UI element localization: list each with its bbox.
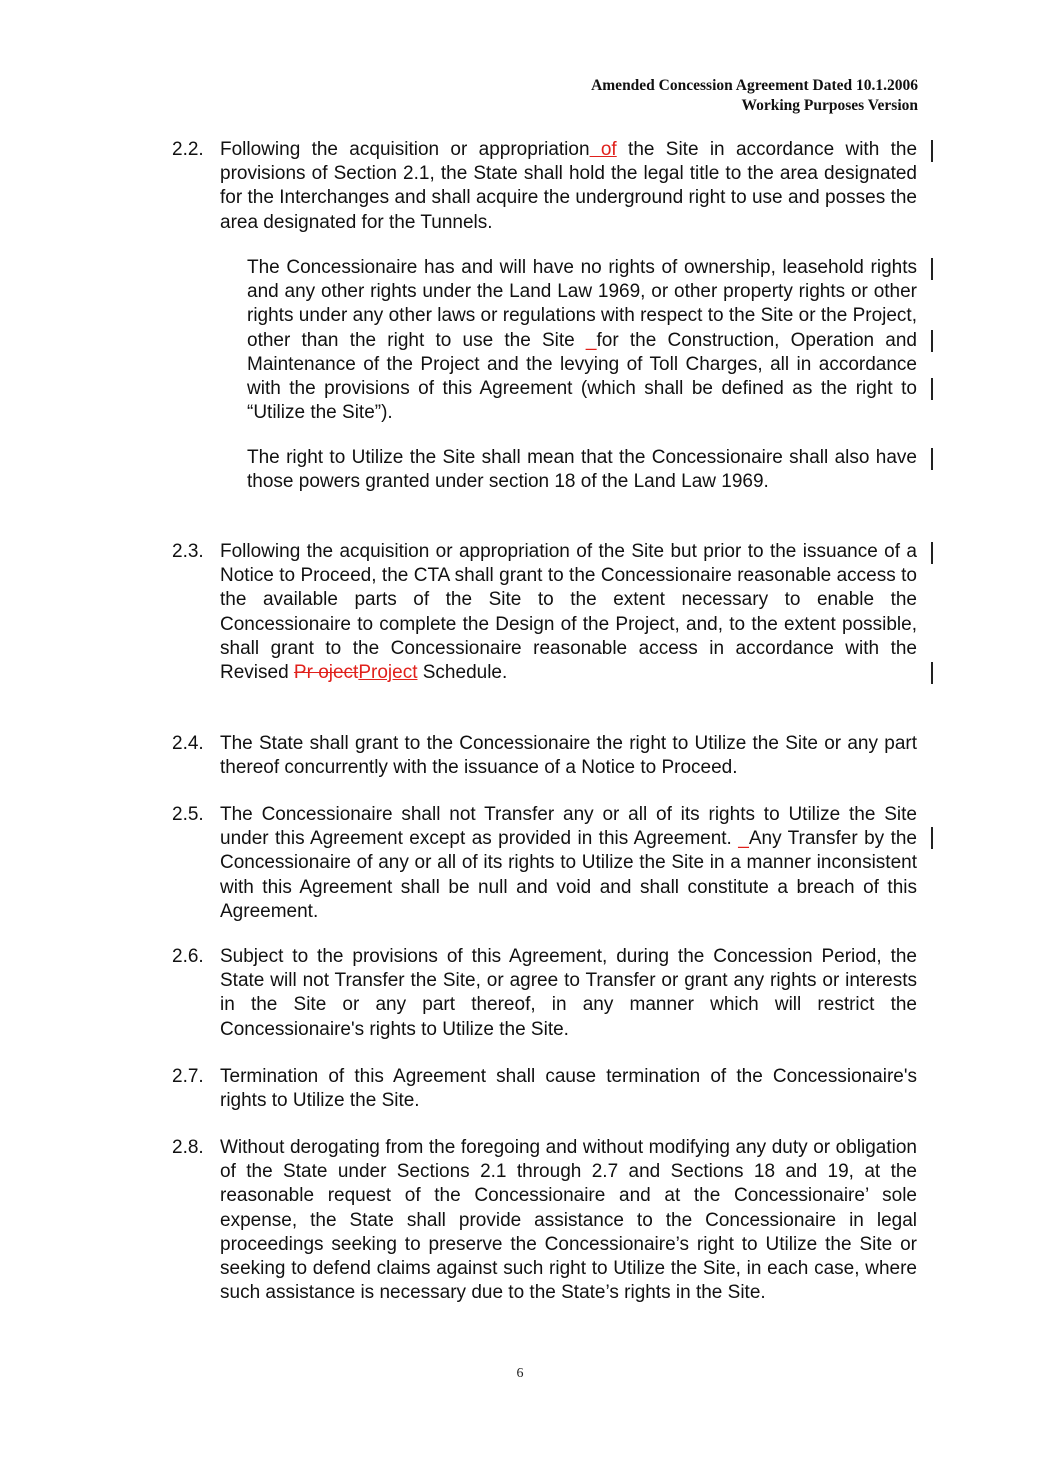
page-header (591, 76, 918, 116)
section-text: Following the acquisition or appropriation of the Site but prior to the issuance of a Notice to Proceed, the CTA shall grant to the Concessionaire reasonable access to the available parts of the Site to the extent necessary to enable the Concessionaire to complete the Design of the Project, and, to the extent possible, shall grant to the Concessionaire reasonable access in accordance with the Revised Pr ojectProject Schedule. (220, 541, 917, 684)
change-bar (931, 662, 933, 684)
section-number: 2.6. (172, 946, 204, 967)
change-bar (931, 140, 933, 162)
section-text: Without derogating from the foregoing and without modifying any duty or obligation of the State under Sections 2.1 through 2.7 and Sections 18 and 19, at the reasonable request of the Concessionaire and at the Concessionaire’ sole expense, the State shall provide assistance to the Concessionaire in legal proceedings seeking to preserve the Concessionaire’s right to Utilize the Site or seeking to defend claims against such right to Utilize the Site, in each case, where such assistance is necessary due to the State’s rights in the Site. (220, 1137, 917, 1304)
change-bar (931, 827, 933, 849)
change-bar (931, 542, 933, 564)
inserted-text: of (589, 139, 617, 160)
section-2-4 (172, 732, 917, 780)
section-text: The Concessionaire shall not Transfer any or all of its rights to Utilize the Site under this Agreement except as provided in this Agreement. _Any Transfer by the Concessionaire of any or all of its rights to Utilize the Site in a manner inconsistent with this Agreement shall be null and void and shall constitute a breach of this Agreement. (220, 804, 917, 922)
section-text: Termination of this Agreement shall cause termination of the Concessionaire's rights to Utilize the Site. (220, 1066, 917, 1112)
page-number: 6 (516, 1366, 524, 1381)
section-2-2-paragraph-3: The right to Utilize the Site shall mean that the Concessionaire shall also have those powers granted under section 18 of the Land Law 1969. (247, 447, 917, 493)
section-number: 2.3. (172, 541, 204, 562)
section-text: The State shall grant to the Concessionaire the right to Utilize the Site or any part thereof concurrently with the issuance of a Notice to Proceed. (220, 733, 917, 779)
inserted-text: _ (585, 329, 597, 351)
change-bar (931, 378, 933, 400)
section-2-2 (172, 138, 917, 235)
section-2-7 (172, 1065, 917, 1113)
inserted-text: Project (358, 662, 418, 684)
section-text: Following the acquisition or appropriation of the Site in accordance with the provisions of Section 2.1, the State shall hold the legal title to the area designated for the Interchanges and shall acquire the underground right to use and posses the area designated for the Tunnels. (220, 139, 918, 233)
section-number: 2.2. (172, 139, 204, 160)
section-text: Subject to the provisions of this Agreement, during the Concession Period, the State will not Transfer the Site, or agree to Transfer or grant any rights or interests in the Site or any part thereof, in any manner which will restrict the Concessionaire's rights to Utilize the Site. (220, 946, 917, 1040)
change-bar (931, 330, 933, 352)
section-2-3 (172, 540, 917, 685)
section-number: 2.7. (172, 1066, 204, 1087)
deleted-text: Pr oject (293, 662, 359, 684)
header-title: Amended Concession Agreement Dated 10.1.2006 (591, 77, 918, 94)
change-bar (931, 258, 933, 280)
section-2-5 (172, 803, 917, 924)
section-2-8 (172, 1136, 917, 1305)
section-2-6 (172, 945, 917, 1042)
inserted-text: _ (738, 828, 749, 850)
section-2-2-paragraph-2: The Concessionaire has and will have no rights of ownership, leasehold rights and any other rights under the Land Law 1969, or other property rights or other rights under any other laws or regulations with respect to the Site or the Project, other than the right to use the Site _for the Construction, Operation and Maintenance of the Project and the levying of Toll Charges, all in accordance with the provisions of this Agreement (which shall be defined as the right to “Utilize the Site”). (247, 257, 917, 424)
section-number: 2.5. (172, 804, 204, 825)
section-number: 2.8. (172, 1137, 204, 1158)
change-bar (931, 448, 933, 470)
header-version: Working Purposes Version (741, 97, 918, 114)
section-number: 2.4. (172, 733, 204, 754)
